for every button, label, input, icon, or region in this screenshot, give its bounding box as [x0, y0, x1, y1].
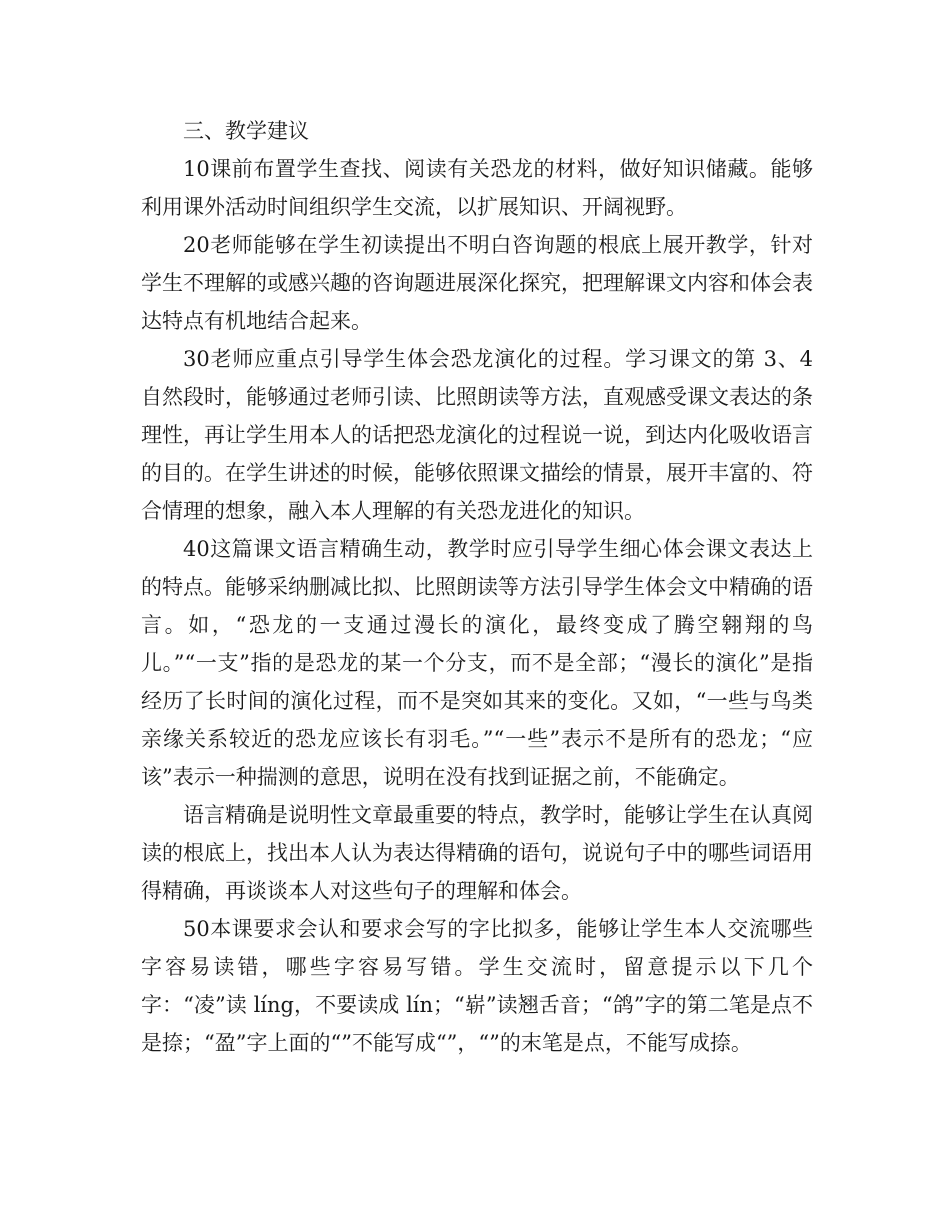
paragraph-5: 语言精确是说明性文章最重要的特点，教学时，能够让学生在认真阅读的根底上，找出本人认为表达得精确的语句，说说句子中的哪些词语用得精确，再谈谈本人对这些句子的理解和体会。: [141, 803, 813, 903]
paragraph-1: 10课前布置学生查找、阅读有关恐龙的材料，做好知识储藏。能够利用课外活动时间组织学生交流，以扩展知识、开阔视野。: [141, 157, 813, 219]
paragraph-6: 50本课要求会认和要求会写的字比拟多，能够让学生本人交流哪些字容易读错，哪些字容易写错。学生交流时，留意提示以下几个字：“凌”读 líng，不要读成 lín；“崭”读翘舌音；“鸽”字的第二笔是点不是捺；“盈”字上面的“”不能写成“”，“”的末笔是点，不能写成捺。: [141, 917, 813, 1055]
paragraph-3: 30老师应重点引导学生体会恐龙演化的过程。学习课文的第 3、4 自然段时，能够通过老师引读、比照朗读等方法，直观感受课文表达的条理性，再让学生用本人的话把恐龙演化的过程说一说，到达内化吸收语言的目的。在学生讲述的时候，能够依照课文描绘的情景，展开丰富的、符合情理的想象，融入本人理解的有关恐龙进化的知识。: [141, 347, 813, 523]
document-body: [141, 112, 813, 1062]
paragraph-4: 40这篇课文语言精确生动，教学时应引导学生细心体会课文表达上的特点。能够采纳删减比拟、比照朗读等方法引导学生体会文中精确的语言。如，“恐龙的一支通过漫长的演化，最终变成了腾空翱翔的鸟儿。”“一支”指的是恐龙的某一个分支，而不是全部；“漫长的演化”是指经历了长时间的演化过程，而不是突如其来的变化。又如，“一些与鸟类亲缘关系较近的恐龙应该长有羽毛。”“一些”表示不是所有的恐龙；“应该”表示一种揣测的意思，说明在没有找到证据之前，不能确定。: [141, 537, 813, 789]
section-heading: 三、教学建议: [183, 119, 309, 143]
paragraph-2: 20老师能够在学生初读提出不明白咨询题的根底上展开教学，针对学生不理解的或感兴趣的咨询题进展深化探究，把理解课文内容和体会表达特点有机地结合起来。: [141, 233, 813, 333]
